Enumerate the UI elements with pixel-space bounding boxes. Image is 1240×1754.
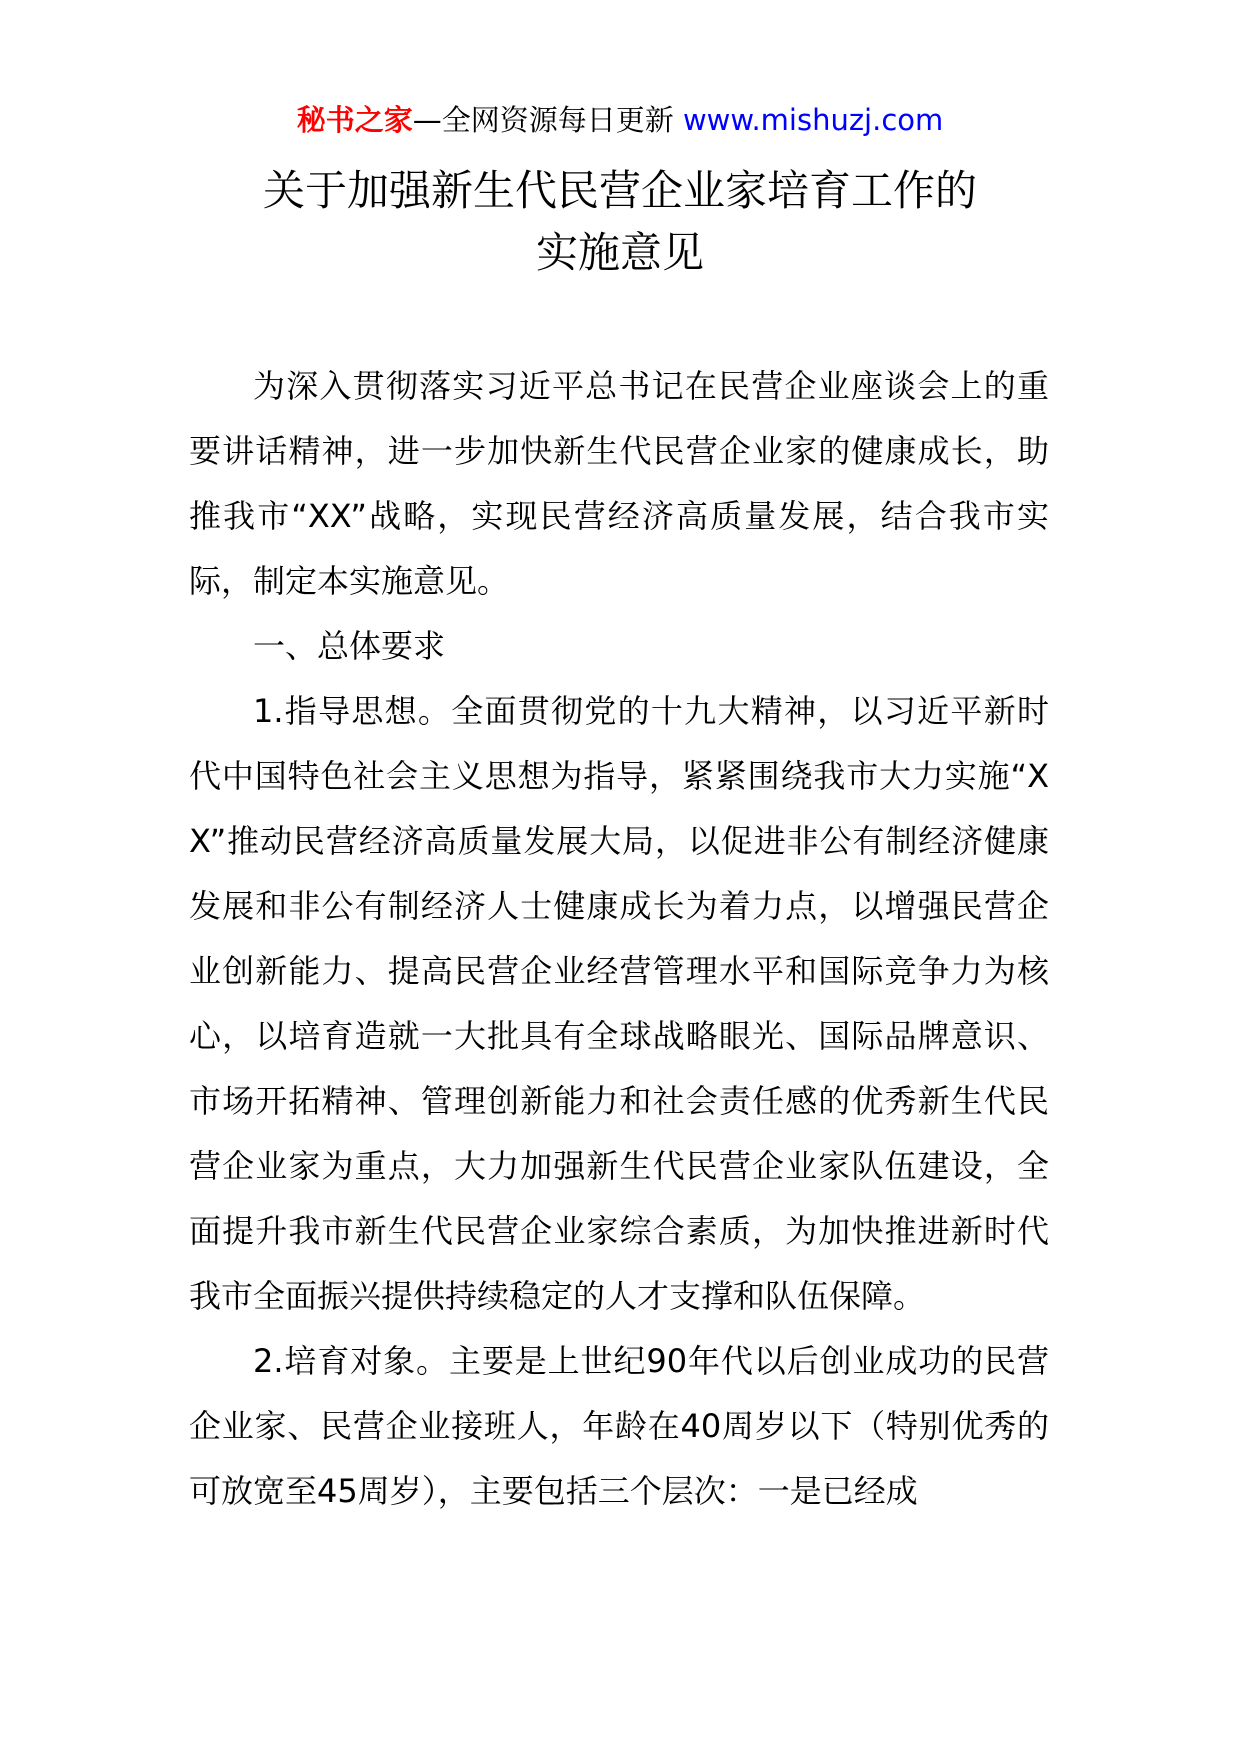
site-tagline: —全网资源每日更新 [412, 103, 683, 137]
section-heading-general-requirements: 一、总体要求 [253, 627, 446, 665]
paragraph-cultivation-targets: 2.培育对象。主要是上世纪90年代以后创业成功的民营企业家、民营企业接班人，年龄在40周岁以下（特别优秀的可放宽至45周岁），主要包括三个层次：一是已经成 [189, 1342, 1049, 1510]
title-line-2: 实施意见 [535, 228, 704, 277]
site-url-link[interactable]: www.mishuzj.com [682, 103, 944, 137]
title-line-1: 关于加强新生代民营企业家培育工作的 [262, 166, 977, 215]
paragraph-guiding-ideology: 1.指导思想。全面贯彻党的十九大精神，以习近平新时代中国特色社会主义思想为指导，紧紧围绕我市大力实施“XX”推动民营经济高质量发展大局，以促进非公有制经济健康发展和非公有制经济人士健康成长为着力点，以增强民营企业创新能力、提高民营企业经营管理水平和国际竞争力为核心，以培育造就一大批具有全球战略眼光、国际品牌意识、市场开拓精神、管理创新能力和社会责任感的优秀新生代民营企业家为重点，大力加强新生代民营企业家队伍建设，全面提升我市新生代民营企业家综合素质，为加快推进新时代我市全面振兴提供持续稳定的人才支撑和队伍保障。 [189, 692, 1049, 1315]
document-title [0, 160, 1240, 284]
site-brand: 秘书之家 [296, 103, 413, 137]
paragraph-intro: 为深入贯彻落实习近平总书记在民营企业座谈会上的重要讲话精神，进一步加快新生代民营企业家的健康成长，助推我市“XX”战略，实现民营经济高质量发展，结合我市实际，制定本实施意见。 [189, 367, 1049, 600]
site-header [0, 100, 1240, 140]
document-body [189, 354, 1049, 1524]
